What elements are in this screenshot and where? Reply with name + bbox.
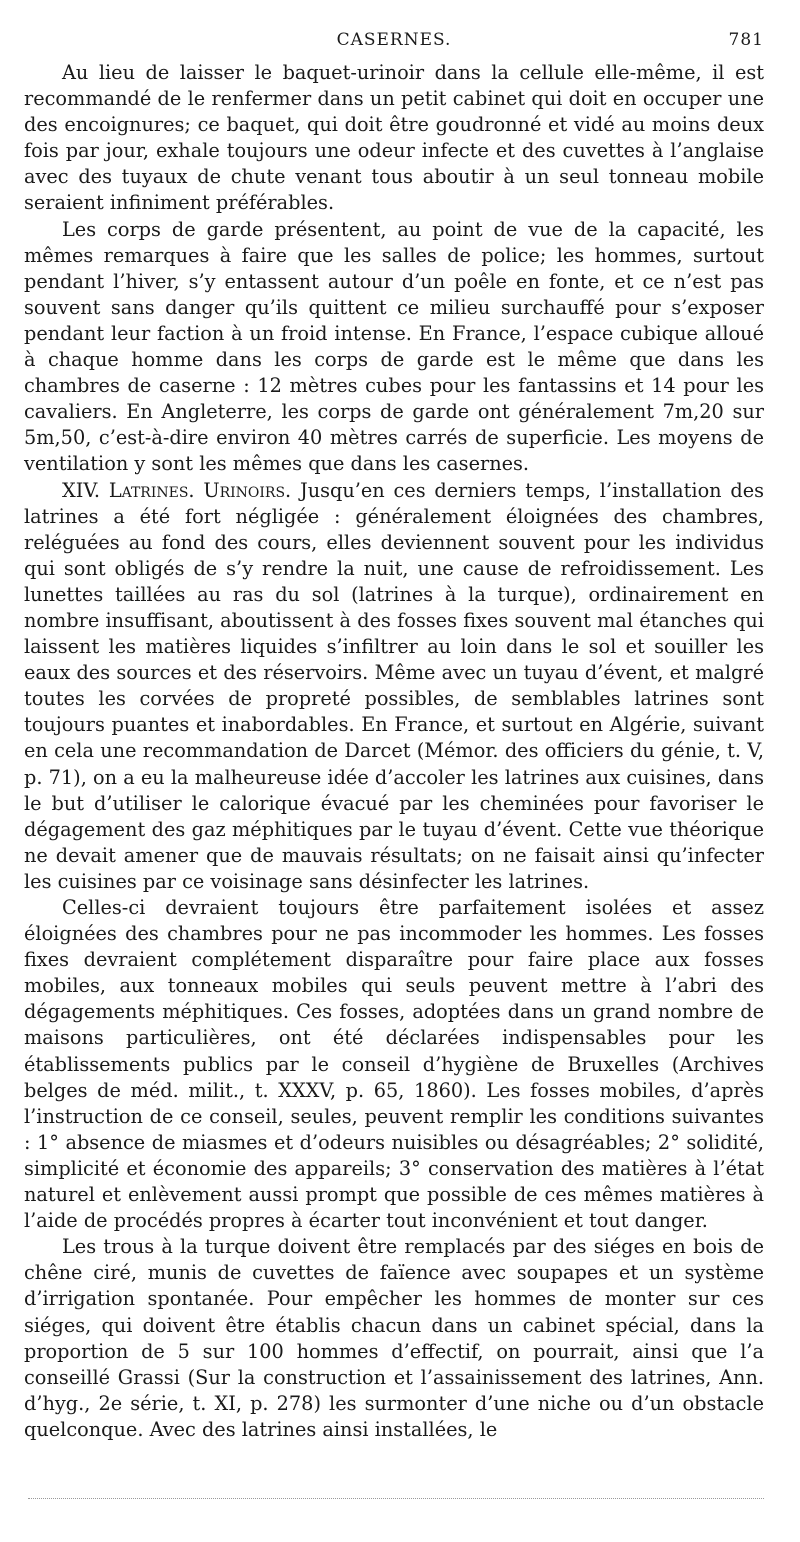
running-title: CASERNES.: [336, 30, 452, 50]
paragraph: Les trous à la turque doivent être remplacés par des siéges en bois de chêne ciré, munis de cuvettes de faïence avec soupapes et un système d’irrigation spontanée. Pour empêcher les hommes de monter sur ces siéges, qui doivent être établis chacun dans un cabinet spécial, dans la proportion de 5 sur 100 hommes d’effectif, on pourrait, ainsi que l’a conseillé Grassi (Sur la construction et l’assainissement des latrines, Ann. d’hyg., 2e série, t. XI, p. 278) les surmonter d’une niche ou d’un obstacle quelconque. Avec des latrines ainsi installées, le: [24, 1235, 764, 1441]
page-header: [24, 30, 764, 60]
paragraph-text: Jusqu’en ces derniers temps, l’installation des latrines a été fort négligée : généralement éloignées des chambres, reléguées au fond des cours, elles deviennent souvent pour les individus qui sont obligés de s’y rendre la nuit, une cause de refroidissement. Les lunettes taillées au ras du sol (latrines à la turque), ordinairement en nombre insuffisant, aboutissent à des fosses fixes souvent mal étanches qui laissent les matières liquides s’infiltrer au loin dans le sol et souiller les eaux des sources et des réservoirs. Même avec un tuyau d’évent, et malgré toutes les corvées de propreté possibles, de semblables latrines sont toujours puantes et inabordables. En France, et surtout en Algérie, suivant en cela une recommandation de Darcet (Mémor. des officiers du génie, t. V, p. 71), on a eu la malheureuse idée d’accoler les latrines aux cuisines, dans le but d’utiliser le calorique évacué par les cheminées pour favoriser le dégagement des gaz méphitiques par le tuyau d’évent. Cette vue théorique ne devait amener que de mauvais résultats; on ne faisait ainsi qu’infecter les cuisines par ce voisinage sans désinfecter les latrines.: [24, 478, 765, 893]
footer-rule: [28, 1498, 764, 1499]
paragraph: [24, 478, 764, 896]
section-heading: Latrines. Urinoirs.: [108, 478, 292, 502]
section-number: XIV.: [62, 478, 109, 502]
paragraph: Au lieu de laisser le baquet-urinoir dans la cellule elle-même, il est recommandé de le renfermer dans un petit cabinet qui doit en occuper une des encoignures; ce baquet, qui doit être goudronné et vidé au moins deux fois par jour, exhale toujours une odeur infecte et des cuvettes à l’anglaise avec des tuyaux de chute venant tous aboutir à un seul tonneau mobile seraient infiniment préférables.: [24, 61, 764, 215]
body-text: [24, 60, 764, 1443]
document-page: [24, 30, 764, 1443]
paragraph: Les corps de garde présentent, au point de vue de la capacité, les mêmes remarques à faire que les salles de police; les hommes, surtout pendant l’hiver, s’y entassent autour d’un poêle en fonte, et ce n’est pas souvent sans danger qu’ils quittent ce milieu surchauffé pour s’exposer pendant leur faction à un froid intense. En France, l’espace cubique alloué à chaque homme dans les corps de garde est le même que dans les chambres de caserne : 12 mètres cubes pour les fantassins et 14 pour les cavaliers. En Angleterre, les corps de garde ont généralement 7m,20 sur 5m,50, c’est-à-dire environ 40 mètres carrés de superficie. Les moyens de ventilation y sont les mêmes que dans les casernes.: [24, 217, 764, 476]
paragraph: Celles-ci devraient toujours être parfaitement isolées et assez éloignées des chambres pour ne pas incommoder les hommes. Les fosses fixes devraient complétement disparaître pour faire place aux fosses mobiles, aux tonneaux mobiles qui seuls peuvent mettre à l’abri des dégagements méphitiques. Ces fosses, adoptées dans un grand nombre de maisons particulières, ont été déclarées indispensables pour les établissements publics par le conseil d’hygiène de Bruxelles (Archives belges de méd. milit., t. XXXV, p. 65, 1860). Les fosses mobiles, d’après l’instruction de ce conseil, seules, peuvent remplir les conditions suivantes : 1° absence de miasmes et d’odeurs nuisibles ou désagréables; 2° solidité, simplicité et économie des appareils; 3° conservation des matières à l’état naturel et enlèvement aussi prompt que possible de ces mêmes matières à l’aide de procédés propres à écarter tout inconvénient et tout danger.: [24, 896, 764, 1233]
page-number: 781: [728, 30, 764, 50]
